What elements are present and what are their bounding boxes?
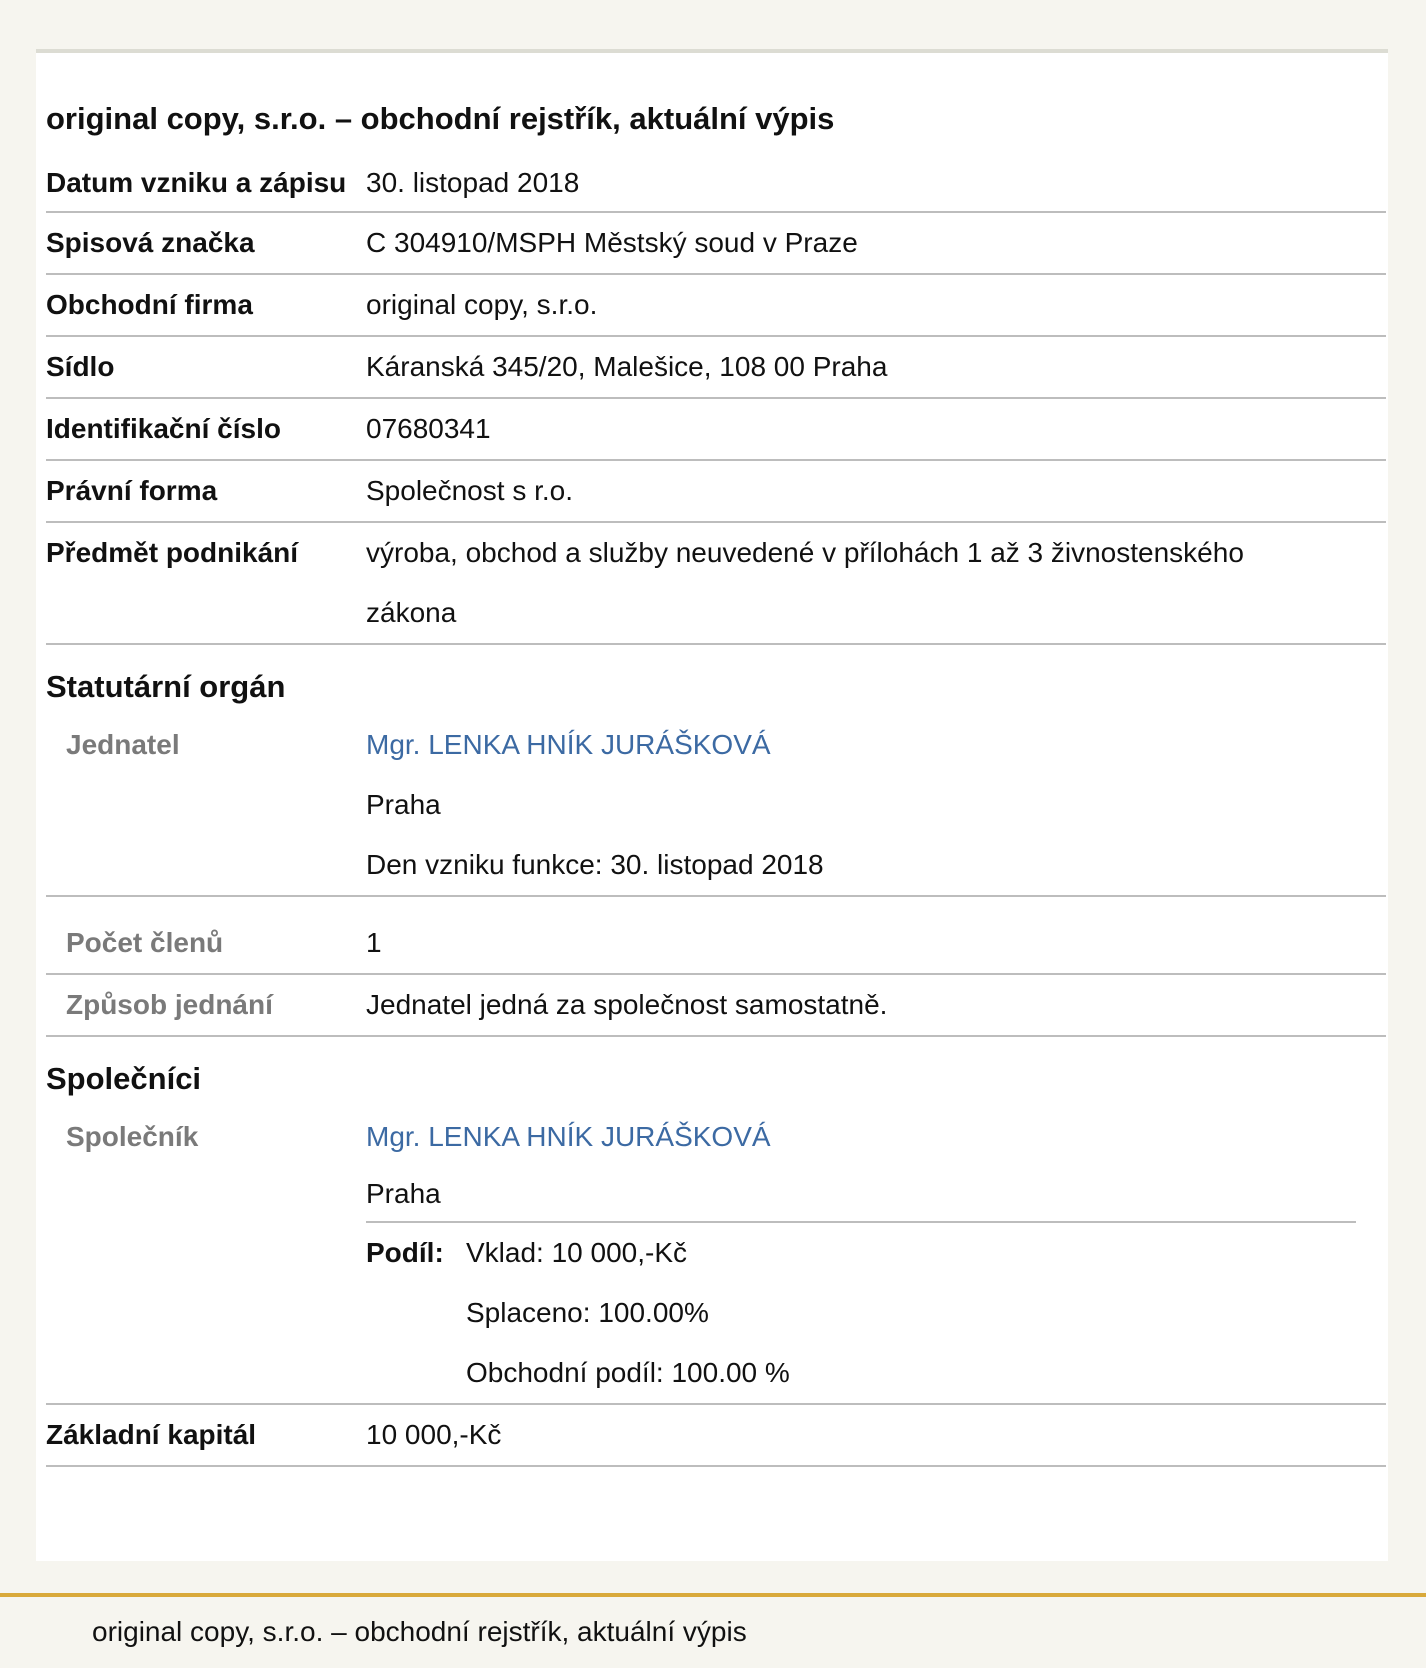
row-file-mark: [46, 213, 1386, 275]
row-company: [46, 275, 1386, 337]
legal-form-label: Právní forma: [46, 475, 218, 506]
row-acting: [46, 975, 1386, 1037]
share-paid: Splaceno: 100.00%: [466, 1297, 709, 1328]
footer-title: original copy, s.r.o. – obchodní rejstřík, aktuální výpis: [92, 1616, 747, 1647]
date-label: Datum vzniku a zápisu: [46, 167, 347, 198]
partner-share: [366, 1223, 1386, 1403]
row-members: [46, 897, 1386, 975]
director-label: Jednatel: [66, 729, 180, 760]
director-details: [366, 715, 1386, 895]
row-capital: [46, 1405, 1386, 1467]
seat-label: Sídlo: [46, 351, 115, 382]
partner-details: [366, 1107, 1386, 1403]
page-title: original copy, s.r.o. – obchodní rejstřík, aktuální výpis: [46, 101, 835, 136]
director-since: Den vzniku funkce: 30. listopad 2018: [366, 849, 824, 880]
row-partner: [46, 1101, 1386, 1405]
share-label: Podíl:: [366, 1237, 444, 1268]
business-label: Předmět podnikání: [46, 537, 299, 568]
share-business: Obchodní podíl: 100.00 %: [466, 1357, 790, 1388]
seat-value: Káranská 345/20, Malešice, 108 00 Praha: [366, 351, 888, 382]
members-label: Počet členů: [66, 927, 224, 958]
row-legal-form: [46, 461, 1386, 523]
members-value: 1: [366, 927, 382, 958]
director-city: Praha: [366, 789, 441, 820]
legal-form-value: Společnost s r.o.: [366, 475, 574, 506]
partners-heading: Společníci: [46, 1061, 202, 1096]
partner-city: Praha: [366, 1178, 441, 1209]
register-card: [36, 49, 1388, 1561]
director-name-link[interactable]: Mgr. LENKA HNÍK JURÁŠKOVÁ: [366, 729, 771, 760]
statutory-heading: Statutární orgán: [46, 669, 286, 704]
footer-divider: [0, 1593, 1426, 1597]
row-business: [46, 523, 1386, 645]
partner-label: Společník: [66, 1121, 199, 1152]
ico-label: Identifikační číslo: [46, 413, 281, 444]
date-value: 30. listopad 2018: [366, 167, 580, 198]
capital-value: 10 000,-Kč: [366, 1419, 502, 1450]
share-deposit: Vklad: 10 000,-Kč: [466, 1237, 688, 1268]
file-mark-label: Spisová značka: [46, 227, 255, 258]
partner-name-link[interactable]: Mgr. LENKA HNÍK JURÁŠKOVÁ: [366, 1121, 771, 1152]
business-value: výroba, obchod a služby neuvedené v přílohách 1 až 3 živnostenského zákona: [366, 537, 1244, 628]
ico-value: 07680341: [366, 413, 491, 444]
company-label: Obchodní firma: [46, 289, 253, 320]
capital-label: Základní kapitál: [46, 1419, 257, 1450]
company-value: original copy, s.r.o.: [366, 289, 598, 320]
row-seat: [46, 337, 1386, 399]
acting-value: Jednatel jedná za společnost samostatně.: [366, 989, 888, 1020]
row-ico: [46, 399, 1386, 461]
row-director: [46, 709, 1386, 897]
register-table: [46, 154, 1386, 1467]
acting-label: Způsob jednání: [66, 989, 273, 1020]
share-details: [466, 1223, 790, 1403]
file-mark-value: C 304910/MSPH Městský soud v Praze: [366, 227, 858, 258]
row-date: [46, 154, 1386, 213]
